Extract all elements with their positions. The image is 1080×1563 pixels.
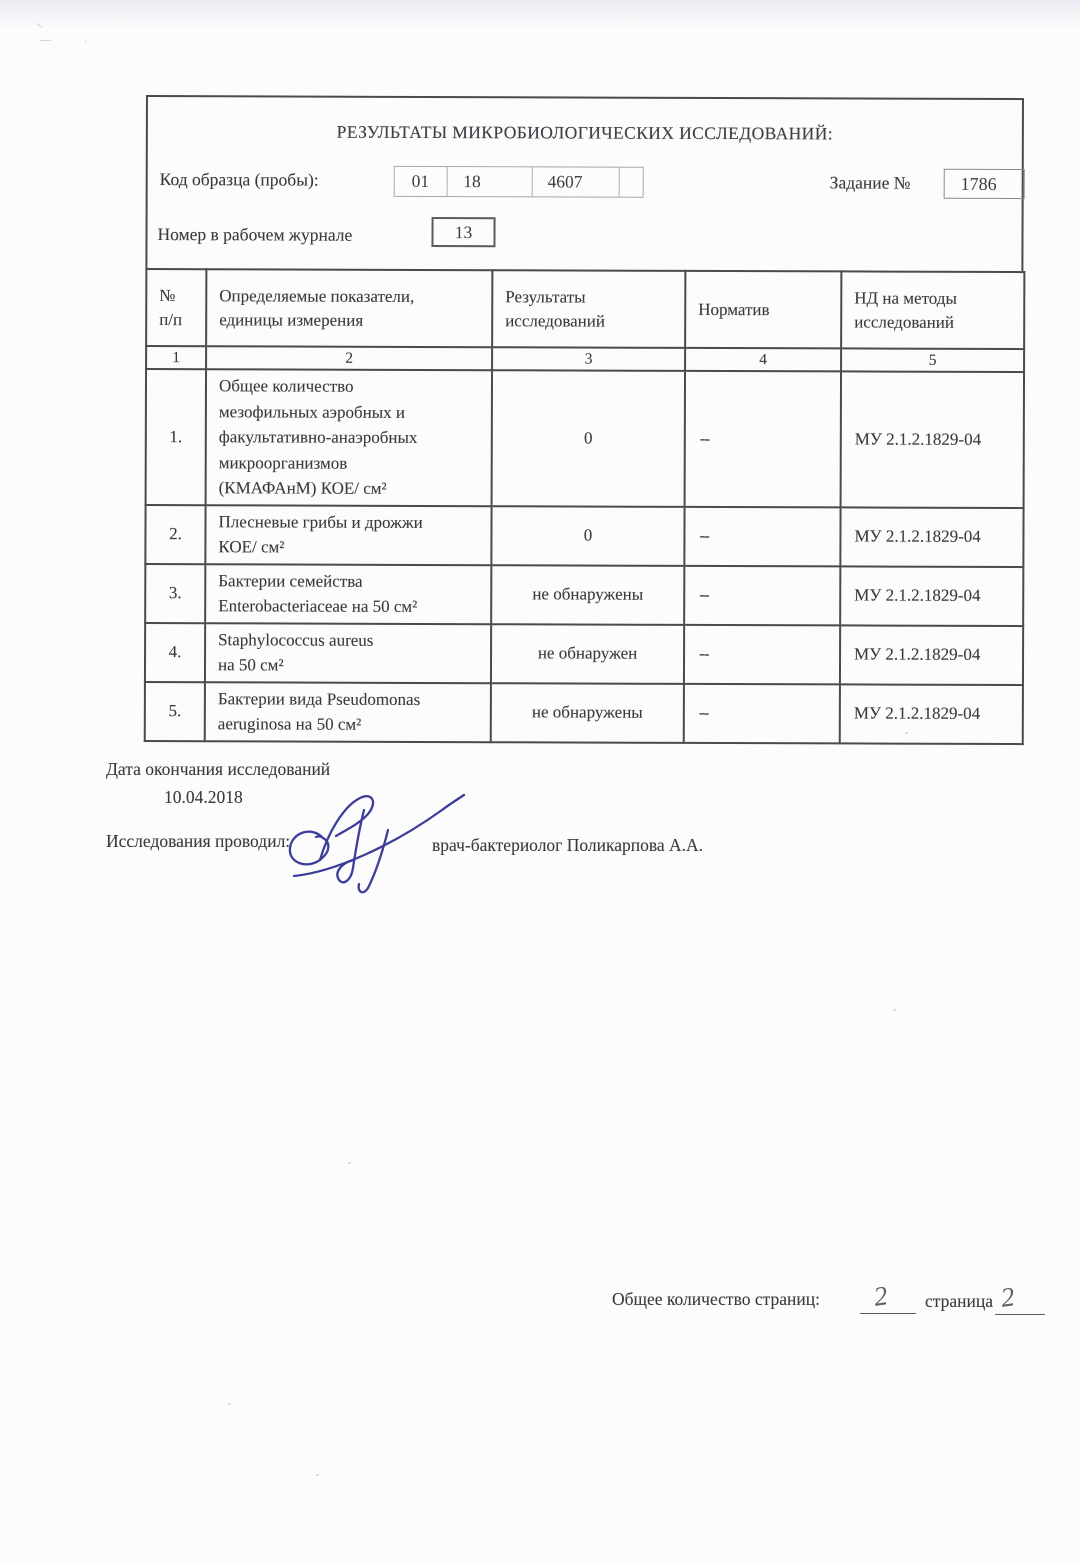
sample-code-segment-4 xyxy=(620,168,643,197)
norm-cell: -- xyxy=(685,371,841,507)
task-number-label: Задание № xyxy=(829,172,911,193)
result-cell: не обнаружены xyxy=(491,565,684,625)
pages-total-label: Общее количество страниц: xyxy=(612,1289,820,1309)
table-row xyxy=(145,623,1023,685)
scan-noise-mark: — xyxy=(40,34,51,46)
header-cell-results: Результаты исследований xyxy=(492,270,685,348)
indicator-cell: Плесневые грибы и дрожжи КОЕ/ см² xyxy=(205,505,491,565)
document-frame xyxy=(145,95,1024,271)
table-row xyxy=(145,681,1023,743)
result-cell: не обнаружены xyxy=(491,683,684,743)
journal-number-label: Номер в рабочем журнале xyxy=(157,224,353,245)
method-cell: МУ 2.1.2.1829-04 xyxy=(840,625,1023,685)
norm-cell: -- xyxy=(684,565,840,625)
norm-cell: -- xyxy=(684,506,840,566)
table-row xyxy=(146,369,1024,508)
method-cell: МУ 2.1.2.1829-04 xyxy=(840,684,1023,744)
task-number-box: 1786 xyxy=(944,169,1025,199)
page-word: страница xyxy=(925,1291,994,1311)
method-cell: МУ 2.1.2.1829-04 xyxy=(840,566,1023,626)
row-number-cell: 3. xyxy=(145,564,205,623)
sample-code-segment-1: 01 xyxy=(395,167,448,196)
indicator-cell: Бактерии семейства Enterobacteriaceae на 50 см² xyxy=(205,564,491,624)
norm-cell: -- xyxy=(684,683,840,743)
row-number-cell: 4. xyxy=(145,623,205,682)
table-row xyxy=(145,564,1023,626)
method-cell: МУ 2.1.2.1829-04 xyxy=(840,507,1023,567)
norm-cell: -- xyxy=(684,624,840,684)
sample-code-segment-2: 18 xyxy=(447,167,532,196)
journal-number-box: 13 xyxy=(431,217,495,247)
result-cell: 0 xyxy=(492,370,685,506)
pages-total-value: 2 xyxy=(871,1280,890,1312)
results-table xyxy=(144,268,1026,745)
result-cell: 0 xyxy=(491,506,684,566)
column-number: 2 xyxy=(206,346,492,370)
completion-date-label: Дата окончания исследований xyxy=(106,759,331,779)
column-number: 5 xyxy=(841,348,1024,372)
column-number: 3 xyxy=(492,347,685,371)
row-number-cell: 1. xyxy=(146,369,206,505)
result-cell: не обнаружен xyxy=(491,624,684,684)
report-title: РЕЗУЛЬТАТЫ МИКРОБИОЛОГИЧЕСКИХ ИССЛЕДОВАНИЙ: xyxy=(336,121,834,144)
header-cell-methods: НД на методы исследований xyxy=(841,271,1024,349)
indicator-cell: Staphylococcus aureus на 50 см² xyxy=(205,623,491,683)
sample-code-segment-3: 4607 xyxy=(533,167,620,196)
indicator-cell: Бактерии вида Pseudomonas aeruginosa на 50 см² xyxy=(205,682,491,742)
scan-noise-mark: · xyxy=(84,36,88,48)
column-numbers-row xyxy=(146,346,1024,372)
row-number-cell: 2. xyxy=(145,505,205,564)
conducted-by-value: врач-бактериолог Поликарпова А.А. xyxy=(432,835,704,855)
completion-date-value: 10.04.2018 xyxy=(164,787,243,807)
indicator-cell: Общее количество мезофильных аэробных и факультативно-анаэробных микроорганизмов (КМАФАнМ) КОЕ/ см² xyxy=(206,369,492,505)
method-cell: МУ 2.1.2.1829-04 xyxy=(841,371,1024,507)
column-number: 4 xyxy=(685,348,841,372)
column-number: 1 xyxy=(146,346,206,369)
header-cell-indicators: Определяемые показатели, единицы измерения xyxy=(206,269,492,347)
row-number-cell: 5. xyxy=(145,681,205,740)
header-cell-num: № п/п xyxy=(146,269,206,346)
conducted-by-label: Исследования проводил: xyxy=(106,831,291,851)
sample-code-box xyxy=(394,166,644,198)
table-header-row xyxy=(146,269,1024,349)
sample-code-label: Код образца (пробы): xyxy=(159,169,319,190)
header-cell-norm: Норматив xyxy=(685,271,841,349)
table-row xyxy=(145,505,1023,567)
page-number-value: 2 xyxy=(998,1281,1017,1313)
scan-noise-mark: ~ xyxy=(33,19,45,33)
